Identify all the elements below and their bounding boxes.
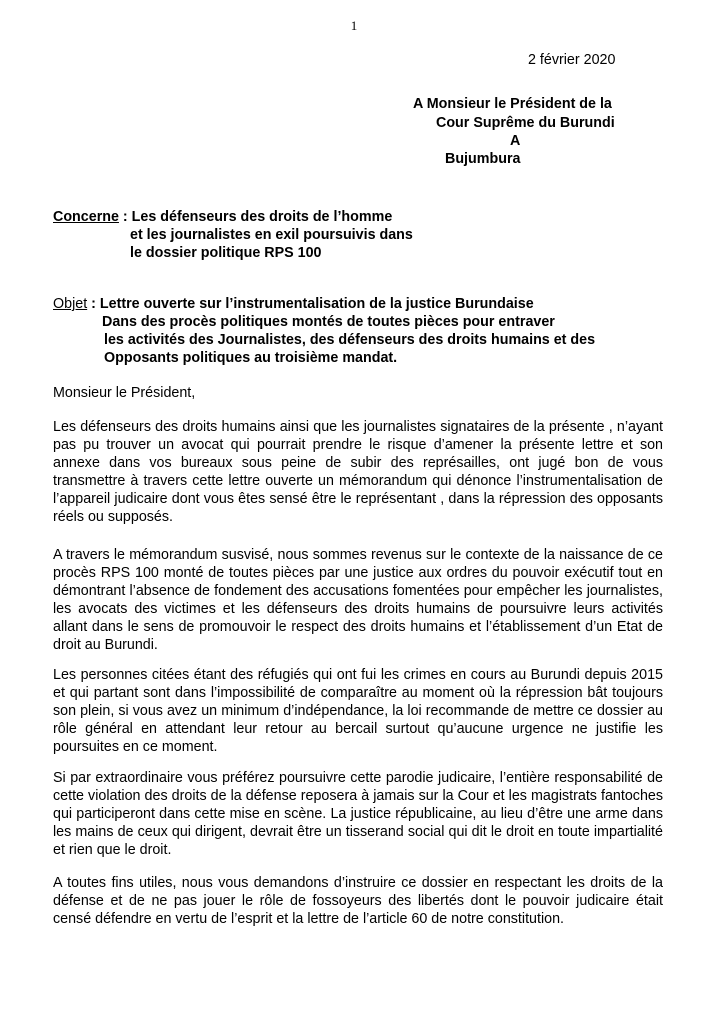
letter-date: 2 février 2020 [528,52,616,68]
objet-label: Objet [53,296,88,312]
objet-separator: : [87,296,100,312]
body-paragraph-4: Si par extraordinaire vous préférez poursuivre cette parodie judicaire, l’entière responsabilité de cette violation des droits de la défense reposera à jamais sur la Cour et les magistrats fantoches qui participeront dans cette mise en scène. La justice républicaine, au lieu d’être une arme dans les mains de ceux qui dirigent, devrait être un tisserand social qui dit le droit en toute impartialité et rien que le droit. [53,770,663,858]
addressee-line-2: Cour Suprême du Burundi [436,115,615,131]
objet-line-2: Dans des procès politiques montés de toutes pièces pour entraver [102,314,555,330]
addressee-line-4: Bujumbura [445,151,521,167]
concerne-block [53,208,673,262]
objet-text-1: Lettre ouverte sur l’instrumentalisation de la justice Burundaise [99,296,534,312]
concerne-line-2: et les journalistes en exil poursuivis dans [130,227,413,243]
addressee-line-3: A [510,133,521,149]
concerne-line-1 [53,208,673,226]
salutation: Monsieur le Président, [53,385,196,401]
concerne-label: Concerne [53,209,119,225]
objet-line-1 [53,295,673,313]
concerne-line-3: le dossier politique RPS 100 [130,245,322,261]
page-number: 1 [350,18,358,33]
concerne-text-1: Les défenseurs des droits de l’homme [131,209,393,225]
body-paragraph-3: Les personnes citées étant des réfugiés qui ont fui les crimes en cours au Burundi depuis 2015 et qui partant sont dans l’impossibilité de comparaître au moment où la répression bât toujours son plein, si vous avez un minimum d’indépendance, la loi recommande de mettre ce dossier au rôle général en attendant leur retour au bercail surtout qu’aucune urgence ne justifie les poursuites en ce moment. [53,667,663,755]
body-paragraph-5: A toutes fins utiles, nous vous demandons d’instruire ce dossier en respectant les droits de la défense et de ne pas jouer le rôle de fossoyeurs des libertés dont le pouvoir judicaire était censé défendre en vertu de l’esprit et la lettre de l’article 60 de notre constitution. [53,875,663,927]
body-paragraph-2: A travers le mémorandum susvisé, nous sommes revenus sur le contexte de la naissance de ce procès RPS 100 monté de toutes pièces par une justice aux ordres du pouvoir exécutif tout en démontrant l’absence de fondement des accusations fomentées pour empêcher les journalistes, les avocats des victimes et les défenseurs des droits humains de poursuivre leurs activités allant dans le sens de promouvoir le respect des droits humains et l’établissement d’un Etat de droit au Burundi. [53,547,663,653]
objet-block [53,295,673,367]
objet-line-4: Opposants politiques au troisième mandat. [104,350,398,366]
concerne-separator: : [118,209,132,225]
objet-line-3: les activités des Journalistes, des défenseurs des droits humains et des [104,332,596,348]
body-paragraph-1: Les défenseurs des droits humains ainsi que les journalistes signataires de la présente , n’ayant pas pu trouver un avocat qui pourrait prendre le risque d’amener la présente lettre et son annexe dans vos bureaux sous peine de subir des représailles, ont jugé bon de vous transmettre à travers cette lettre ouverte un mémorandum qui dénonce l’instrumentalisation de l’appareil judicaire dont vous êtes sensé être le représentant , dans la répression des opposants réels ou supposés. [53,419,663,525]
addressee-line-1: A Monsieur le Président de la [413,96,612,112]
